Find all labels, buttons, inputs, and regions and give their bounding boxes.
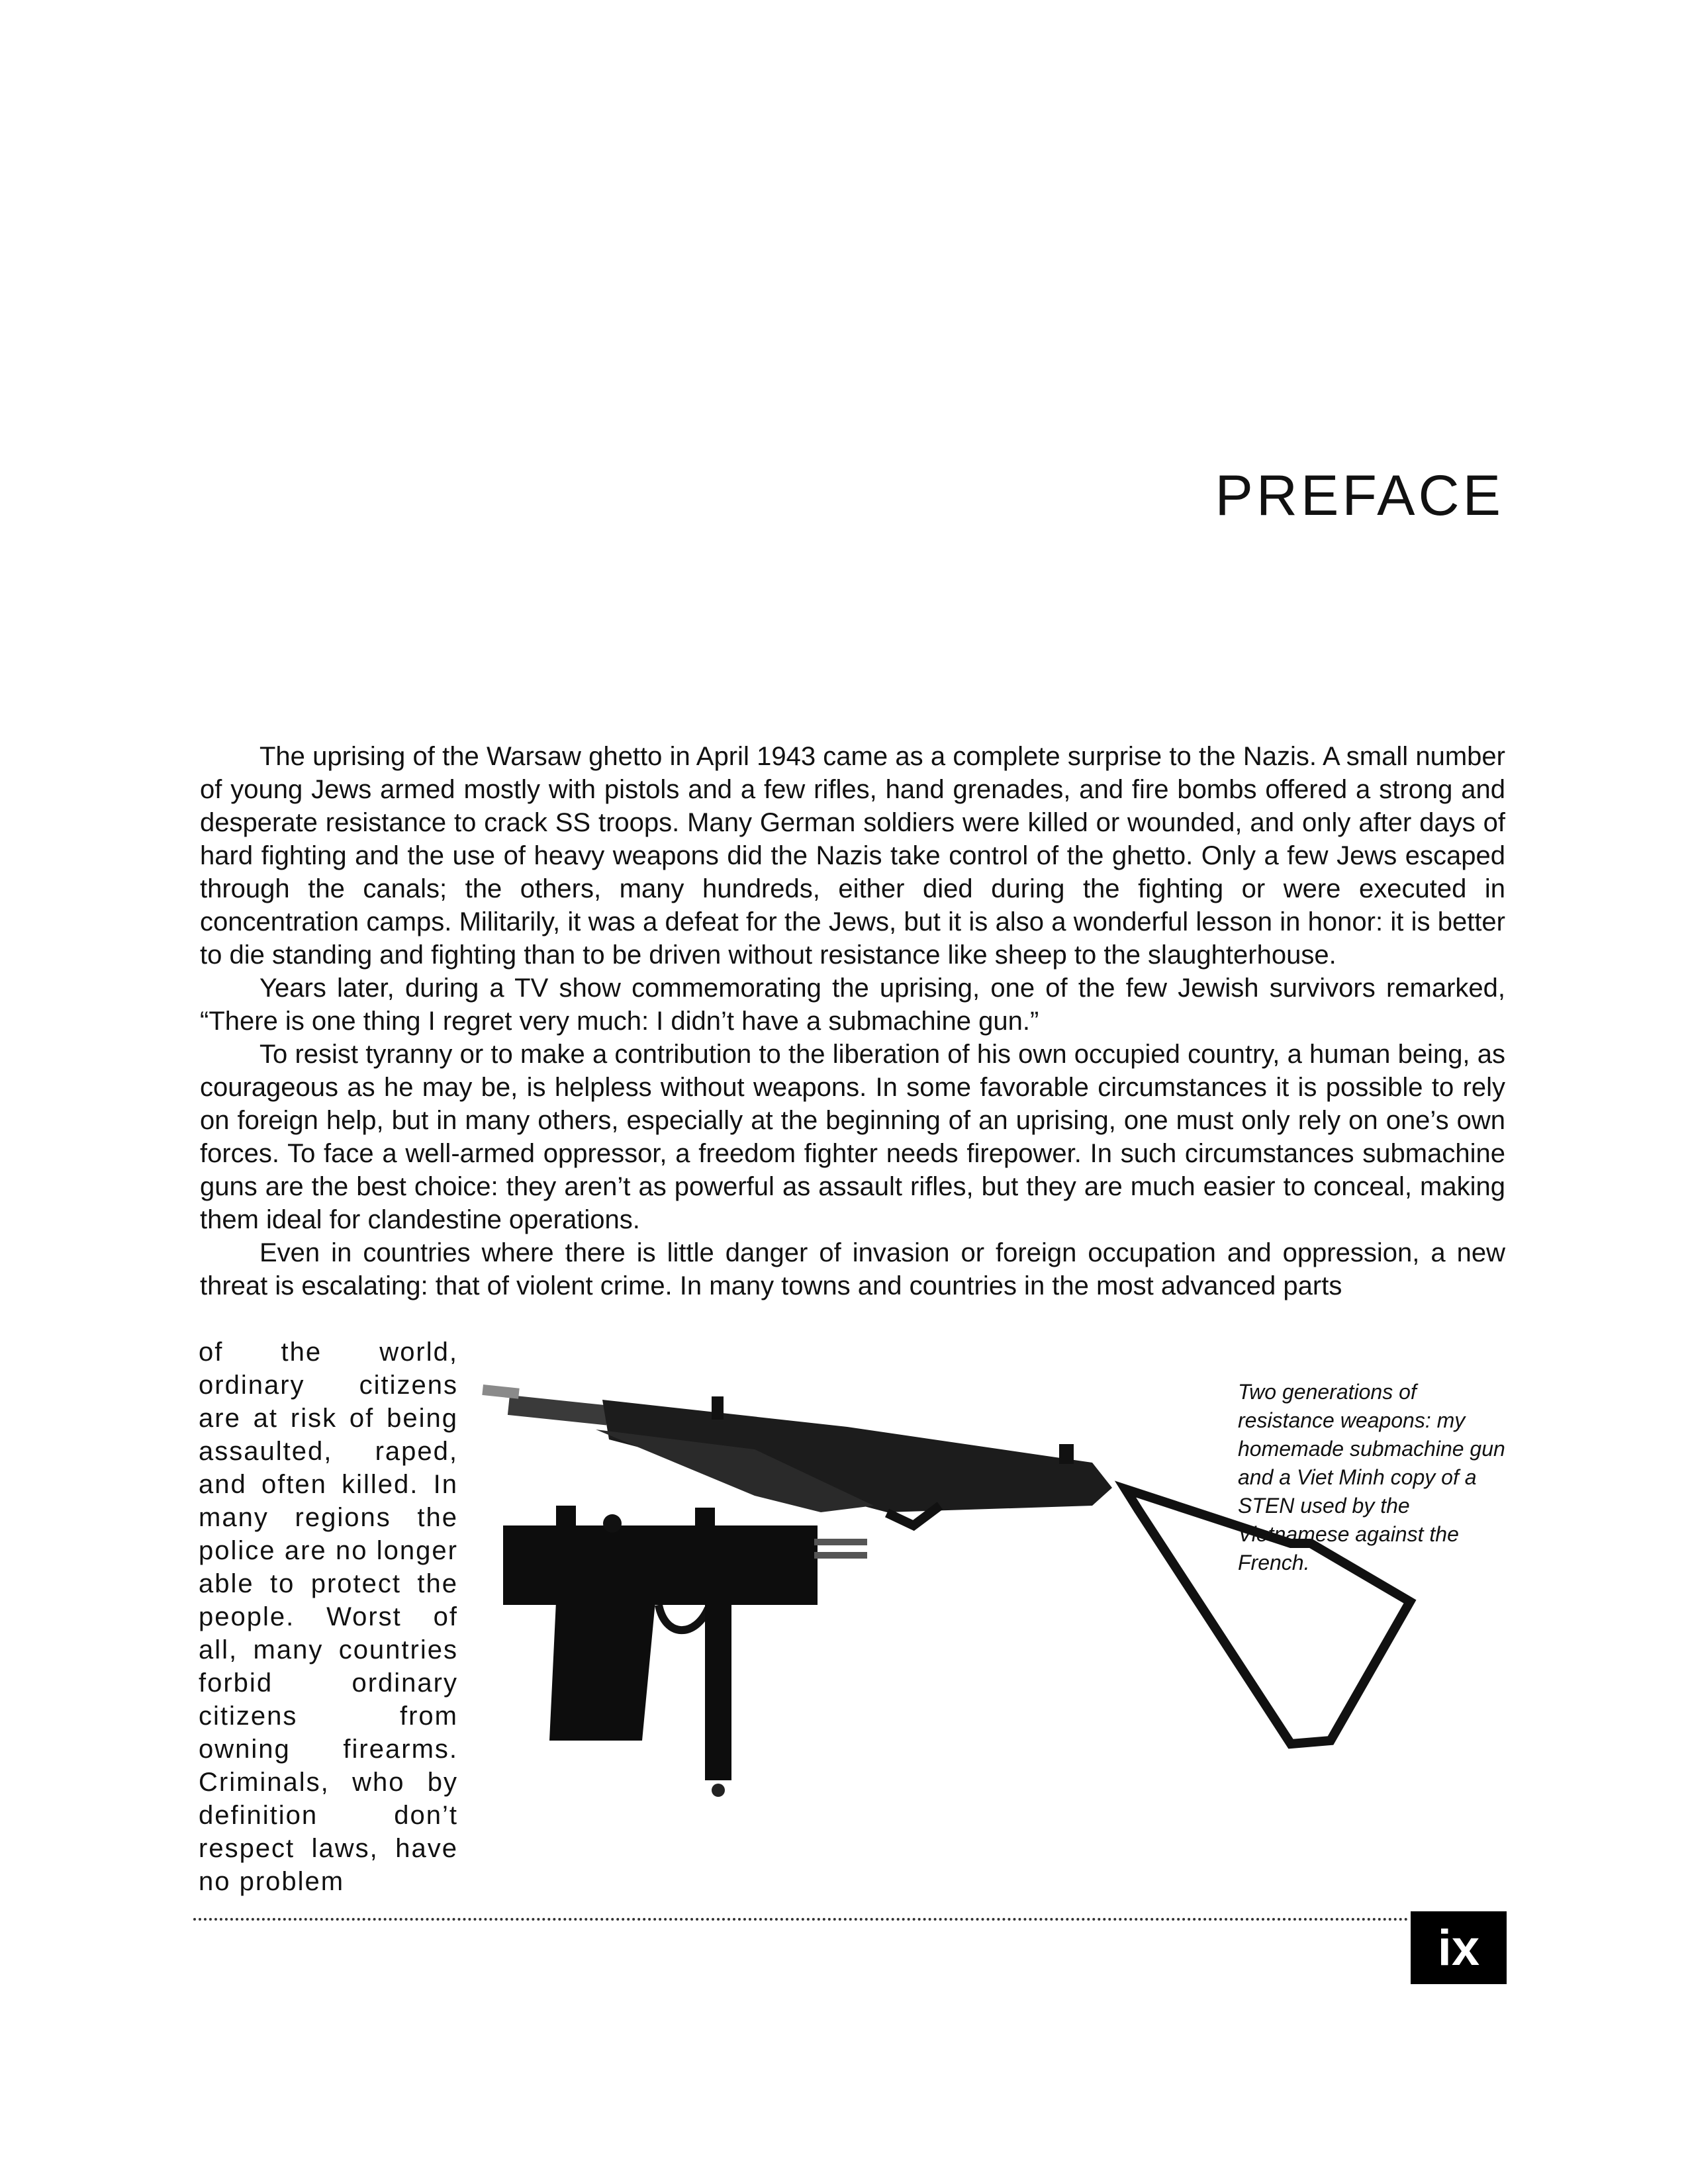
paragraph: Even in countries where there is little danger of invasion or foreign occupation and oppression, a new threat is escalating: that of violent crime. In many towns and countries in the most advanced parts (200, 1238, 1505, 1300)
page-title: PREFACE (1215, 464, 1504, 527)
figure-caption: Two generations of resistance weapons: my homemade submachine gun and a Viet Minh copy of a STEN used by the Vietnamese against the French. (1238, 1380, 1505, 1574)
footer-divider (193, 1918, 1409, 1921)
paragraph: Years later, during a TV show commemorating the uprising, one of the few Jewish survivors remarked, “There is one thing I regret very much: I didn’t have a submachine gun.” (200, 974, 1505, 1036)
wrapped-paragraph-continuation: of the world, ordinary citizens are at risk of being assaulted, raped, and often killed. In many regions the police are no longer able to protect the people. Worst of all, many countries forbid ordinary citizens from owning firearms. Criminals, who by definition don’t respect laws, have no problem (199, 1338, 458, 1896)
paragraph: To resist tyranny or to make a contribution to the liberation of his own occupied country, a human being, as courageous as he may be, is helpless without weapons. In some favorable circumstances it is possible to rely on foreign help, but in many others, especially at the beginning of an uprising, one must only rely on one’s own forces. To face a well-armed oppressor, a freedom fighter needs firepower. In such circumstances submachine guns are the best choice: they aren’t as powerful as assault rifles, but they are much easier to conceal, making them ideal for clandestine operations. (200, 1040, 1505, 1234)
page-number: ix (1411, 1911, 1507, 1984)
paragraph: The uprising of the Warsaw ghetto in April 1943 came as a complete surprise to the Nazis. A small number of young Jews armed mostly with pistols and a few rifles, hand grenades, and fire bombs offered a strong and desperate resistance to crack SS troops. Many German soldiers were killed or wounded, and only after days of hard fighting and the use of heavy weapons did the Nazis take control of the ghetto. Only a few Jews escaped through the canals; the others, many hundreds, either died during the fighting or were executed in concentration camps. Militarily, it was a defeat for the Jews, but it is also a wonderful lesson in honor: it is better to die standing and fighting than to be driven without resistance like sheep to the slaughterhouse. (200, 742, 1505, 970)
body-text (200, 740, 1505, 1302)
homemade-submachine-gun-illustration (503, 1506, 867, 1797)
